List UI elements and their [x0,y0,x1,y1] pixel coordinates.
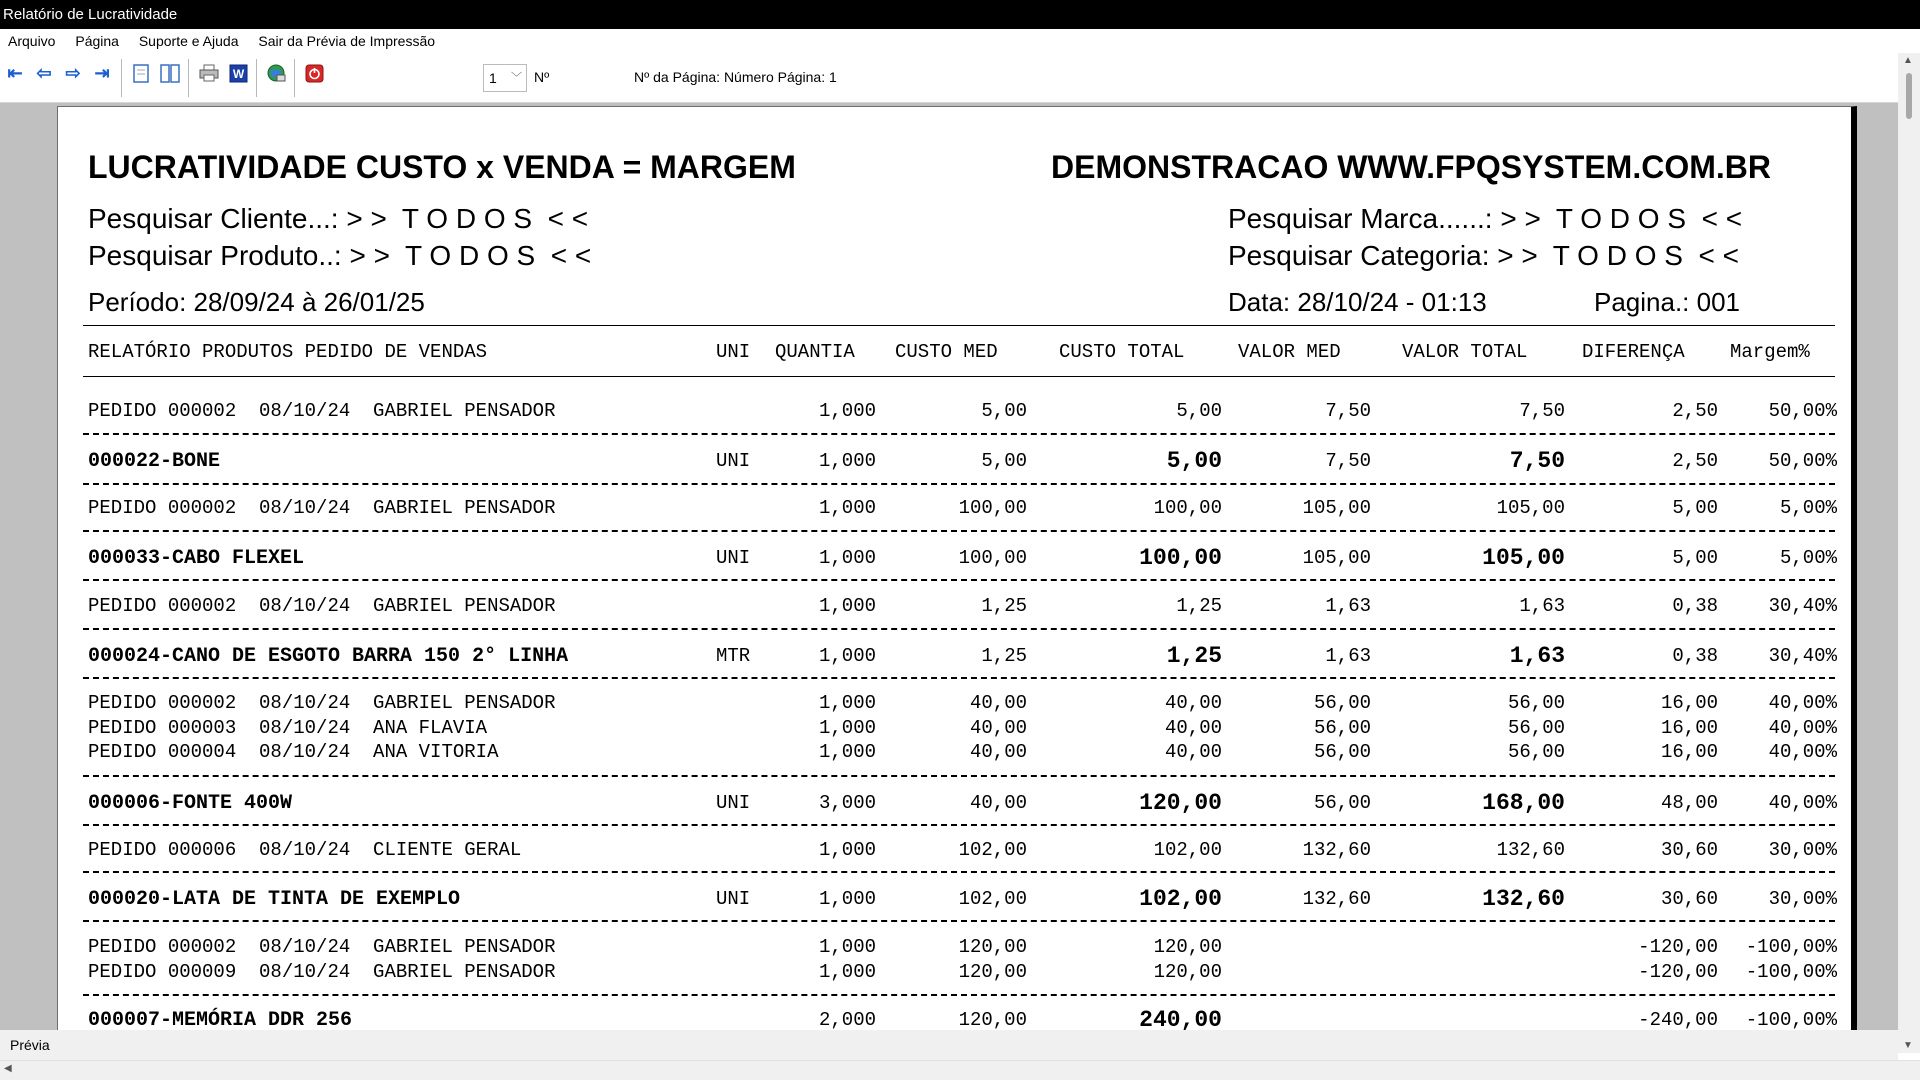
col-header-desc: RELATÓRIO PRODUTOS PEDIDO DE VENDAS [88,341,488,363]
cell-marg: 30,00% [1768,839,1837,861]
cell-marg: 40,00% [1768,717,1837,739]
filter-produto: Pesquisar Produto..: > > T O D O S < < [88,240,592,271]
row-separator [83,677,1835,679]
cell-qtd: 1,000 [818,839,876,861]
cell-vtot: 105,00 [1496,497,1565,519]
word-export-icon[interactable] [227,62,249,84]
cell-dif: 16,00 [1660,717,1718,739]
cell-marg: 30,40% [1768,595,1837,617]
cell-ctot: 100,00 [1139,545,1222,571]
row-description: PEDIDO 000009 08/10/24 GABRIEL PENSADOR [88,961,556,983]
cell-dif: -240,00 [1638,1009,1718,1030]
cell-qtd: 1,000 [818,888,876,910]
chevron-down-icon: ﹀ [511,72,522,84]
cell-marg: 5,00% [1779,547,1837,569]
col-header-margem: Margem% [1730,341,1810,363]
window-title-bar [0,0,1920,29]
col-header-custo-total: CUSTO TOTAL [1059,341,1185,363]
row-separator [83,530,1835,532]
cell-uni: UNI [716,547,751,569]
cell-qtd: 1,000 [818,400,876,422]
cell-cmed: 40,00 [969,741,1027,763]
report-page [57,106,1857,1030]
cell-dif: 2,50 [1672,400,1718,422]
cell-vmed: 7,50 [1325,450,1371,472]
cell-cmed: 40,00 [969,692,1027,714]
report-data: Data: 28/10/24 - 01:13 [1228,287,1487,317]
cell-ctot: 40,00 [1164,692,1222,714]
cell-ctot: 120,00 [1139,790,1222,816]
cell-marg: -100,00% [1745,936,1837,958]
cell-qtd: 1,000 [818,497,876,519]
cell-qtd: 1,000 [818,645,876,667]
cell-cmed: 120,00 [958,936,1027,958]
cell-marg: 40,00% [1768,741,1837,763]
cell-vtot: 132,60 [1496,839,1565,861]
cell-cmed: 102,00 [958,839,1027,861]
cell-vtot: 1,63 [1519,595,1565,617]
cell-vmed: 56,00 [1313,741,1371,763]
column-header-rule [83,376,1835,377]
cell-marg: 30,40% [1768,645,1837,667]
row-description: 000022-BONE [88,450,221,473]
cell-qtd: 1,000 [818,741,876,763]
scroll-down-icon[interactable]: ▼ [1903,1040,1913,1051]
cell-dif: 0,38 [1672,595,1718,617]
row-description: PEDIDO 000003 08/10/24 ANA FLAVIA [88,717,488,739]
print-preview-area[interactable] [0,103,1898,1030]
col-header-diferenca: DIFERENÇA [1582,341,1685,363]
cell-ctot: 40,00 [1164,717,1222,739]
scroll-left-icon[interactable]: ◀ [4,1063,12,1074]
row-separator [83,871,1835,873]
horizontal-scrollbar[interactable] [0,1060,1920,1080]
cell-marg: 50,00% [1768,450,1837,472]
cell-marg: 30,00% [1768,888,1837,910]
cell-marg: -100,00% [1745,1009,1837,1030]
toolbar-separator [188,59,189,97]
cell-uni: UNI [716,888,751,910]
cell-ctot: 102,00 [1153,839,1222,861]
cell-vmed: 1,63 [1325,595,1371,617]
cell-dif: 5,00 [1672,547,1718,569]
cell-cmed: 1,25 [981,645,1027,667]
row-description: 000007-MEMÓRIA DDR 256 [88,1009,353,1030]
cell-vtot: 7,50 [1509,448,1565,474]
cell-vmed: 132,60 [1302,839,1371,861]
row-description: PEDIDO 000002 08/10/24 GABRIEL PENSADOR [88,400,556,422]
row-separator [83,579,1835,581]
row-separator [83,483,1835,485]
row-description: PEDIDO 000002 08/10/24 GABRIEL PENSADOR [88,497,556,519]
cell-vtot: 56,00 [1507,692,1565,714]
cell-uni: MTR [716,645,751,667]
cell-qtd: 2,000 [818,1009,876,1030]
cell-ctot: 1,25 [1176,595,1222,617]
cell-qtd: 1,000 [818,692,876,714]
cell-marg: 40,00% [1768,792,1837,814]
row-separator [83,920,1835,922]
col-header-uni: UNI [716,341,751,363]
cell-dif: -120,00 [1638,961,1718,983]
cell-ctot: 40,00 [1164,741,1222,763]
next-page-icon[interactable]: ⇨ [65,63,81,83]
toolbar-separator [294,59,295,97]
menu-bar [0,29,1920,53]
report-pagina: Pagina.: 001 [1594,287,1741,317]
cell-vmed: 7,50 [1325,400,1371,422]
cell-ctot: 120,00 [1153,936,1222,958]
row-description: PEDIDO 000002 08/10/24 GABRIEL PENSADOR [88,692,556,714]
menu-pagina[interactable]: Página [75,33,119,49]
col-header-valor-med: VALOR MED [1238,341,1341,363]
cell-cmed: 5,00 [981,400,1027,422]
cell-vmed: 1,63 [1325,645,1371,667]
row-separator [83,433,1835,435]
cell-ctot: 120,00 [1153,961,1222,983]
row-description: PEDIDO 000002 08/10/24 GABRIEL PENSADOR [88,595,556,617]
last-page-icon[interactable]: ⇥ [94,63,110,83]
cell-marg: 40,00% [1768,692,1837,714]
cell-cmed: 120,00 [958,1009,1027,1030]
window-title: Relatório de Lucratividade [3,6,178,23]
col-header-quantia: QUANTIA [775,341,855,363]
cell-cmed: 1,25 [981,595,1027,617]
row-separator [83,994,1835,996]
cell-vtot: 7,50 [1519,400,1565,422]
cell-vtot: 105,00 [1482,545,1565,571]
cell-qtd: 1,000 [818,936,876,958]
cell-uni: UNI [716,450,751,472]
cell-ctot: 5,00 [1176,400,1222,422]
cell-dif: 48,00 [1660,792,1718,814]
page-number-select[interactable] [483,64,527,92]
cell-dif: -120,00 [1638,936,1718,958]
filter-cliente: Pesquisar Cliente...: > > T O D O S < < [88,203,589,234]
row-separator [83,824,1835,826]
cell-cmed: 102,00 [958,888,1027,910]
cell-cmed: 100,00 [958,547,1027,569]
cell-qtd: 1,000 [818,961,876,983]
toolbar-separator [256,59,257,97]
cell-vtot: 132,60 [1482,886,1565,912]
cell-ctot: 5,00 [1166,448,1222,474]
row-separator [83,775,1835,777]
toolbar [0,53,1898,103]
svg-text:W: W [232,66,244,81]
menu-arquivo[interactable]: Arquivo [8,33,56,49]
row-description: PEDIDO 000004 08/10/24 ANA VITORIA [88,741,499,763]
cell-qtd: 1,000 [818,547,876,569]
cell-marg: -100,00% [1745,961,1837,983]
report-demo-banner: DEMONSTRACAO WWW.FPQSYSTEM.COM.BR [1051,149,1771,185]
cell-vtot: 168,00 [1482,790,1565,816]
cell-dif: 0,38 [1672,645,1718,667]
scroll-up-icon[interactable]: ▲ [1903,55,1913,66]
menu-suporte-ajuda[interactable]: Suporte e Ajuda [138,33,239,49]
cell-dif: 5,00 [1672,497,1718,519]
cell-ctot: 102,00 [1139,886,1222,912]
row-description: 000024-CANO DE ESGOTO BARRA 150 2° LINHA [88,645,569,668]
cell-dif: 2,50 [1672,450,1718,472]
cell-marg: 5,00% [1779,497,1837,519]
row-description: PEDIDO 000006 08/10/24 CLIENTE GERAL [88,839,522,861]
close-icon[interactable] [303,62,325,84]
print-icon[interactable] [198,62,220,84]
cell-ctot: 100,00 [1153,497,1222,519]
cell-qtd: 3,000 [818,792,876,814]
two-pages-icon[interactable] [159,62,181,84]
col-header-custo-med: CUSTO MED [895,341,998,363]
report-periodo: Período: 28/09/24 à 26/01/25 [88,287,425,317]
row-description: 000033-CABO FLEXEL [88,547,305,570]
menu-sair-previa[interactable]: Sair da Prévia de Impressão [258,33,436,49]
row-description: PEDIDO 000002 08/10/24 GABRIEL PENSADOR [88,936,556,958]
row-separator [83,628,1835,630]
cell-vmed: 132,60 [1302,888,1371,910]
cell-ctot: 240,00 [1139,1007,1222,1030]
cell-cmed: 120,00 [958,961,1027,983]
row-description: 000006-FONTE 400W [88,792,293,815]
cell-vmed: 105,00 [1302,547,1371,569]
cell-dif: 30,60 [1660,888,1718,910]
prev-page-icon[interactable]: ⇦ [36,63,52,83]
web-export-icon[interactable] [265,62,287,84]
status-bar [0,1030,1898,1060]
single-page-icon[interactable] [130,62,152,84]
cell-cmed: 40,00 [969,792,1027,814]
cell-vtot: 56,00 [1507,717,1565,739]
cell-vmed: 105,00 [1302,497,1371,519]
cell-qtd: 1,000 [818,450,876,472]
cell-qtd: 1,000 [818,717,876,739]
first-page-icon[interactable]: ⇤ [7,63,23,83]
report-title: LUCRATIVIDADE CUSTO x VENDA = MARGEM [88,149,796,185]
header-rule [83,325,1835,326]
cell-marg: 50,00% [1768,400,1837,422]
vertical-scrollbar[interactable] [1898,53,1920,1053]
page-number-label: Nº [534,69,550,85]
cell-cmed: 5,00 [981,450,1027,472]
cell-qtd: 1,000 [818,595,876,617]
cell-vmed: 56,00 [1313,717,1371,739]
filter-marca: Pesquisar Marca......: > > T O D O S < < [1228,203,1743,234]
cell-dif: 30,60 [1660,839,1718,861]
cell-uni: UNI [716,792,751,814]
cell-vmed: 56,00 [1313,792,1371,814]
cell-cmed: 100,00 [958,497,1027,519]
col-header-valor-total: VALOR TOTAL [1402,341,1528,363]
cell-dif: 16,00 [1660,692,1718,714]
cell-vtot: 56,00 [1507,741,1565,763]
cell-cmed: 40,00 [969,717,1027,739]
page-info-text: Nº da Página: Número Página: 1 [634,69,837,85]
cell-ctot: 1,25 [1166,643,1222,669]
scrollbar-thumb[interactable] [1906,73,1912,119]
cell-vmed: 56,00 [1313,692,1371,714]
cell-dif: 16,00 [1660,741,1718,763]
toolbar-separator [121,59,122,97]
row-description: 000020-LATA DE TINTA DE EXEMPLO [88,888,461,911]
filter-categoria: Pesquisar Categoria: > > T O D O S < < [1228,240,1739,271]
cell-vtot: 1,63 [1509,643,1565,669]
page-number-value: 1 [489,70,497,86]
status-text: Prévia [10,1037,50,1053]
